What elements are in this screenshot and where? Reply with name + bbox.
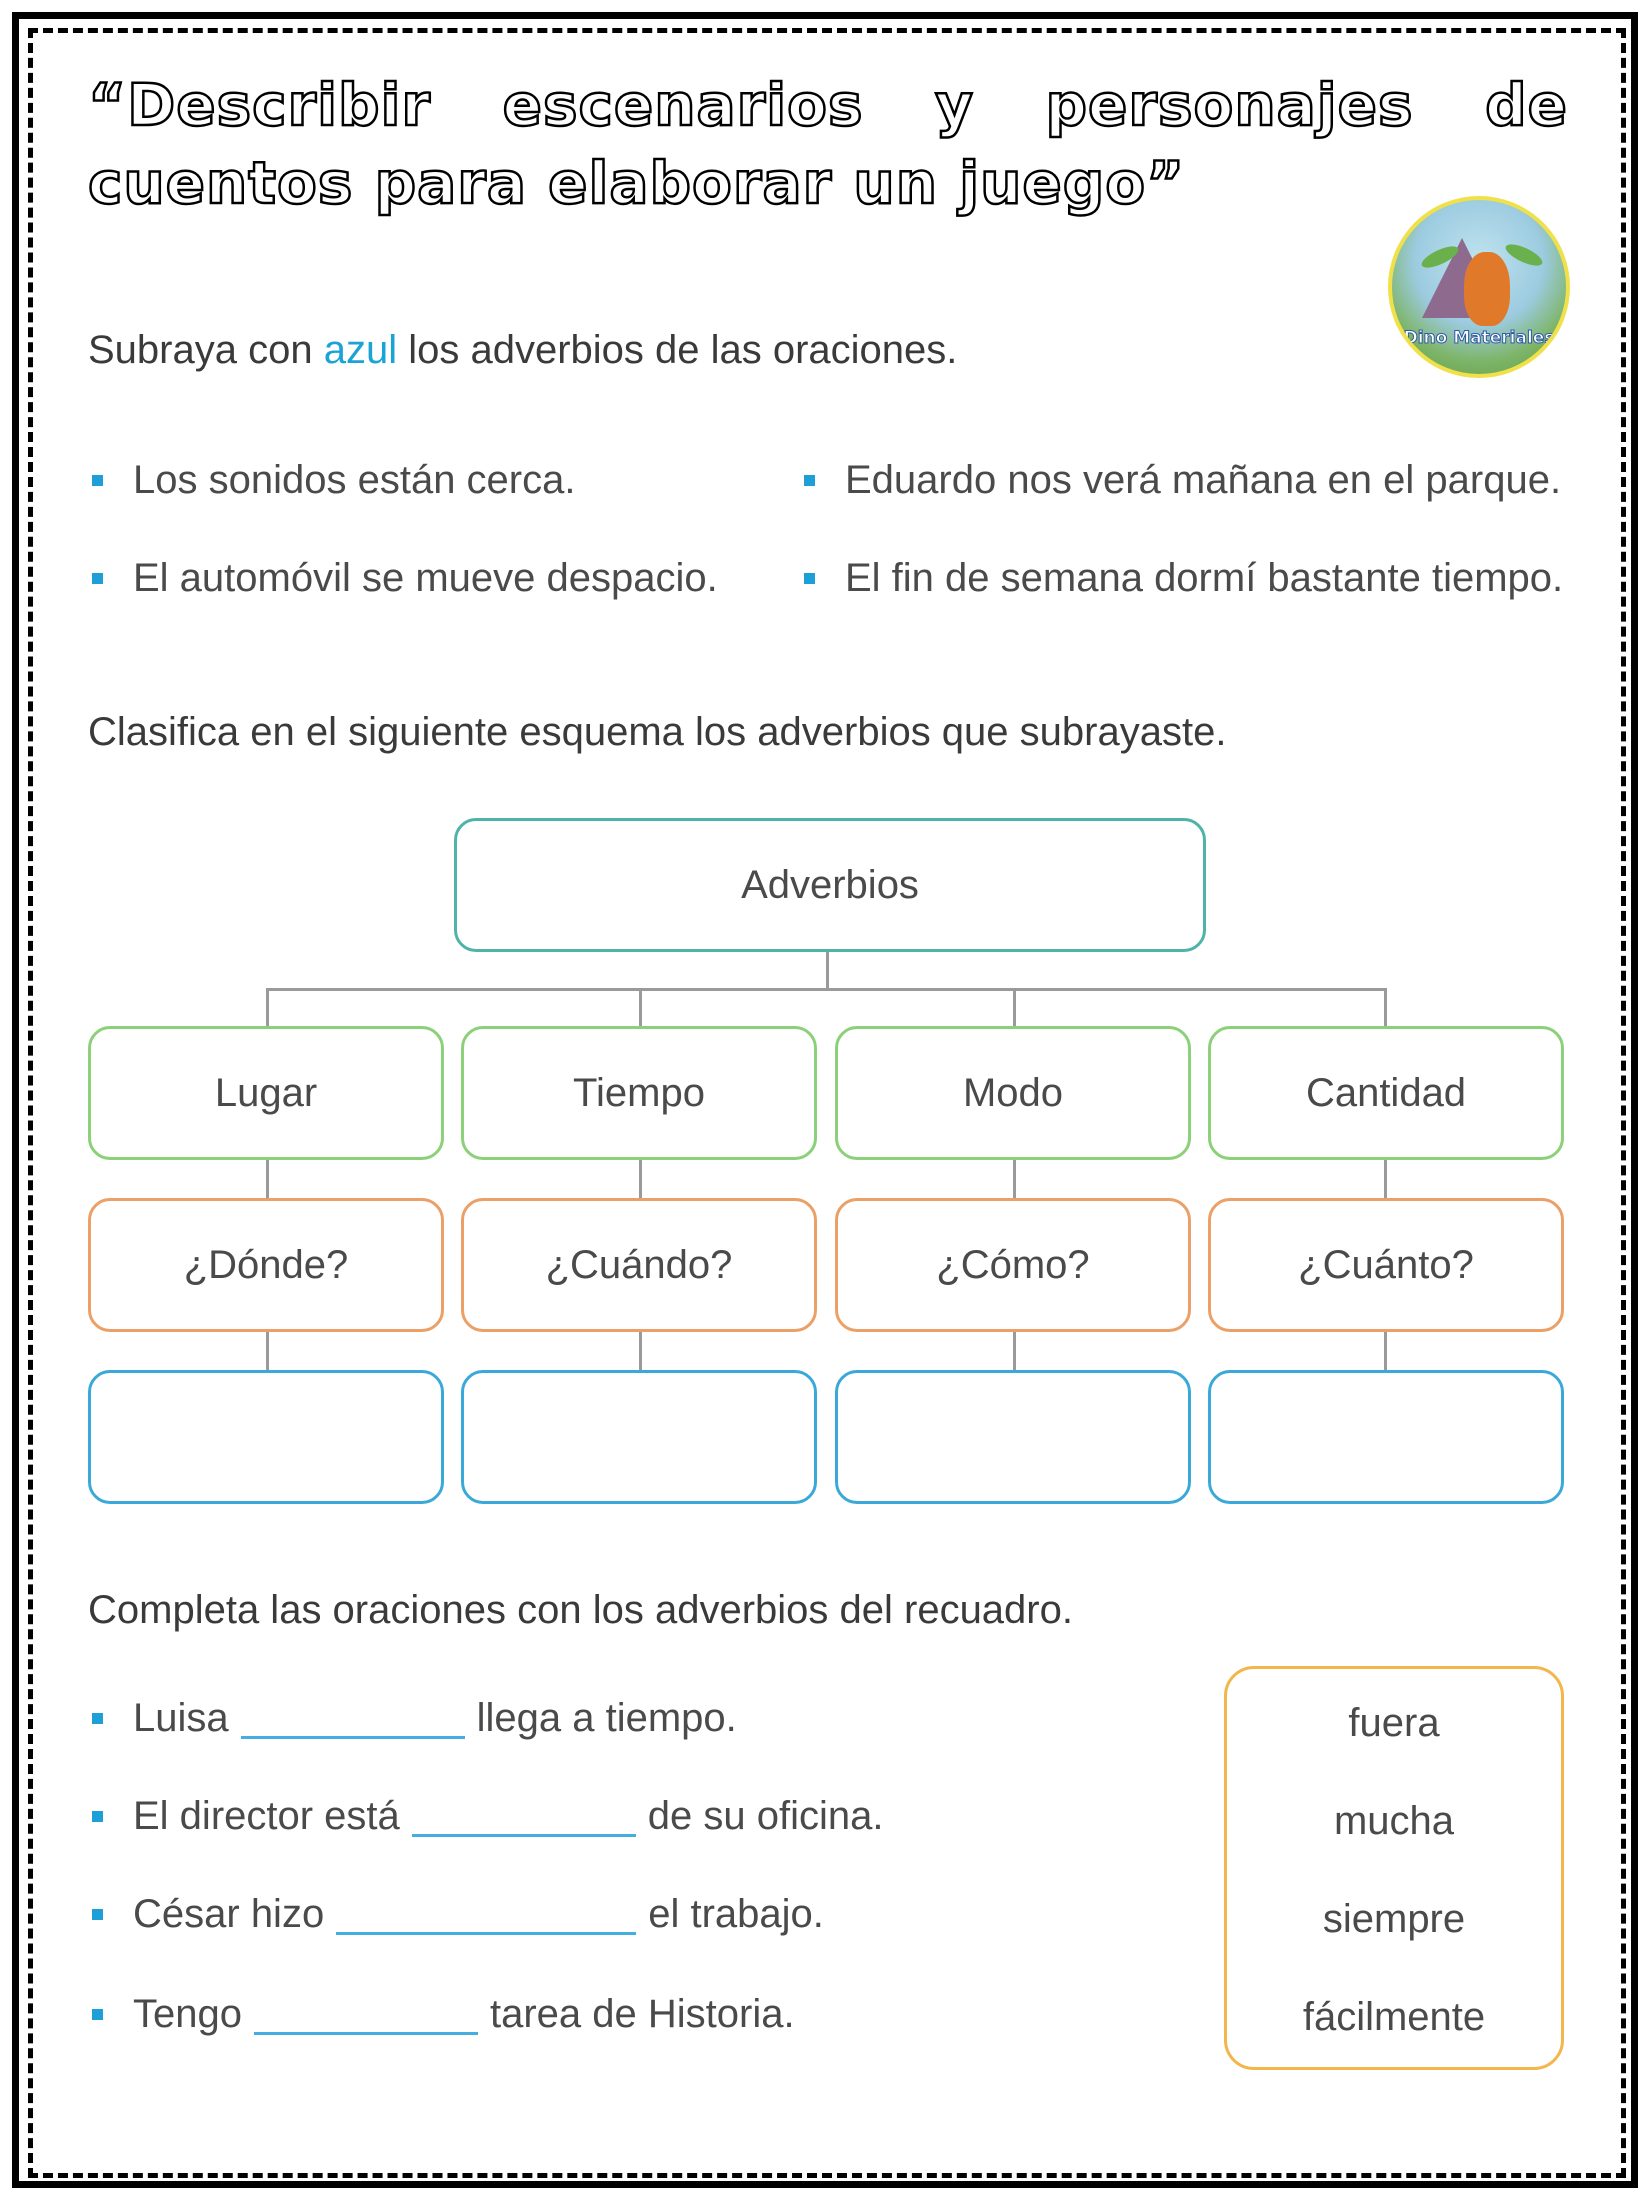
bullet-icon [92, 1713, 103, 1724]
sentence-text: El fin de semana dormí bastante tiempo. [845, 556, 1564, 600]
connector-line [266, 1332, 269, 1372]
fill-sentence [92, 1992, 795, 2037]
word-bank-item: mucha [1333, 1799, 1455, 1843]
instruction-text-start: Subraya con [88, 328, 324, 372]
bullet-icon [804, 573, 815, 584]
connector-line [1384, 1160, 1387, 1200]
word-bank-item: fuera [1348, 1701, 1440, 1745]
instruction-text-end: los adverbios de las oraciones. [397, 328, 958, 372]
category-box-tiempo: Tiempo [461, 1026, 817, 1160]
instruction-underline [88, 328, 957, 373]
worksheet-title: “Describir escenarios y personajes de cuentos para elaborar un juego” [88, 71, 1568, 217]
sentence-item [92, 556, 718, 601]
bullet-icon [92, 2009, 103, 2020]
logo-text: Dino Materiales [1403, 328, 1555, 348]
answer-box-modo[interactable] [835, 1370, 1191, 1504]
connector-line [639, 1332, 642, 1372]
sentence-start: El director está [133, 1794, 400, 1838]
answer-blank[interactable] [412, 1796, 636, 1837]
category-box-modo: Modo [835, 1026, 1191, 1160]
sentence-end: tarea de Historia. [489, 1992, 795, 2036]
connector-line [1384, 1332, 1387, 1372]
sentence-item [92, 458, 575, 503]
answer-box-lugar[interactable] [88, 1370, 444, 1504]
sentence-text: El automóvil se mueve despacio. [133, 556, 718, 600]
answer-box-tiempo[interactable] [461, 1370, 817, 1504]
question-box-donde: ¿Dónde? [88, 1198, 444, 1332]
bullet-icon [92, 475, 103, 486]
connector-line [266, 988, 269, 1028]
connector-line [639, 988, 642, 1028]
bullet-icon [92, 1811, 103, 1822]
connector-line [1013, 1332, 1016, 1372]
sentence-end: de su oficina. [647, 1794, 884, 1838]
answer-blank[interactable] [241, 1698, 465, 1739]
connector-line [1013, 1160, 1016, 1200]
instruction-highlight-azul: azul [323, 328, 398, 372]
question-box-cuanto: ¿Cuánto? [1208, 1198, 1564, 1332]
instruction-classify: Clasifica en el siguiente esquema los adverbios que subrayaste. [88, 710, 1227, 754]
category-box-lugar: Lugar [88, 1026, 444, 1160]
connector-line [1384, 988, 1387, 1028]
sentence-text: Eduardo nos verá mañana en el parque. [845, 458, 1562, 502]
sentence-start: César hizo [133, 1892, 325, 1936]
fill-sentence [92, 1696, 737, 1741]
word-bank-item: fácilmente [1302, 1995, 1486, 2039]
answer-box-cantidad[interactable] [1208, 1370, 1564, 1504]
category-box-cantidad: Cantidad [1208, 1026, 1564, 1160]
question-box-como: ¿Cómo? [835, 1198, 1191, 1332]
sentence-text: Los sonidos están cerca. [133, 458, 576, 502]
connector-line [639, 1160, 642, 1200]
sentence-start: Luisa [133, 1696, 229, 1740]
sentence-end: llega a tiempo. [476, 1696, 737, 1740]
fill-sentence [92, 1794, 883, 1839]
bullet-icon [804, 475, 815, 486]
root-box-adverbios: Adverbios [454, 818, 1206, 952]
bullet-icon [92, 573, 103, 584]
word-bank-box [1224, 1666, 1564, 2070]
sentence-start: Tengo [133, 1992, 242, 2036]
bullet-icon [92, 1909, 103, 1920]
sentence-item [804, 458, 1561, 503]
answer-blank[interactable] [336, 1894, 636, 1935]
connector-line [826, 952, 829, 990]
sentence-item [804, 556, 1563, 601]
connector-line [1013, 988, 1016, 1028]
sentence-end: el trabajo. [648, 1892, 824, 1936]
question-box-cuando: ¿Cuándo? [461, 1198, 817, 1332]
instruction-complete: Completa las oraciones con los adverbios del recuadro. [88, 1588, 1073, 1632]
answer-blank[interactable] [254, 1994, 478, 2035]
word-bank-item: siempre [1322, 1897, 1466, 1941]
connector-line [266, 988, 1386, 991]
fill-sentence [92, 1892, 824, 1937]
dino-logo-icon [1388, 196, 1570, 378]
connector-line [266, 1160, 269, 1200]
